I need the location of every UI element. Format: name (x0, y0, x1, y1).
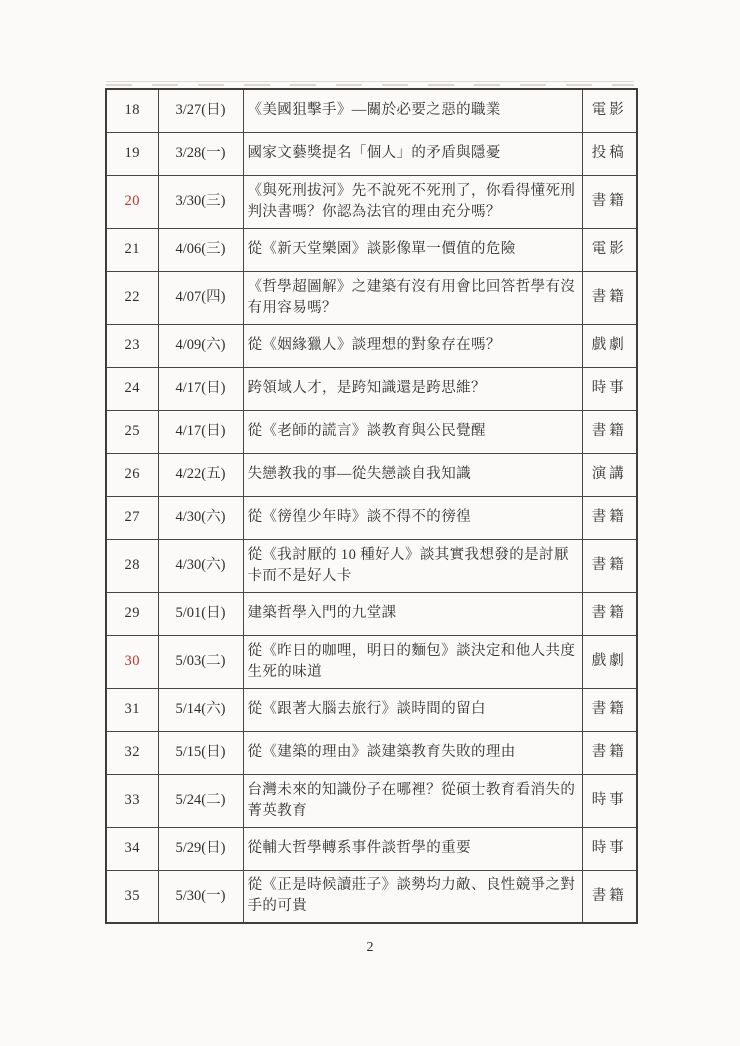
row-date-cell: 3/27(日) (158, 89, 243, 132)
row-date-cell: 4/09(六) (158, 324, 243, 367)
table-row (106, 827, 637, 870)
table-row (106, 870, 637, 923)
row-number-cell: 34 (106, 827, 158, 870)
page-number: 2 (366, 940, 374, 955)
row-category-cell: 演講 (582, 453, 637, 496)
row-category-cell: 時事 (582, 827, 637, 870)
row-category-cell: 時事 (582, 774, 637, 827)
row-date-cell: 5/24(二) (158, 774, 243, 827)
row-category-cell: 書籍 (582, 496, 637, 539)
row-number-cell: 32 (106, 731, 158, 774)
row-number-cell: 20 (106, 175, 158, 228)
row-number-cell: 24 (106, 367, 158, 410)
table-row (106, 688, 637, 731)
row-category-cell: 時事 (582, 367, 637, 410)
row-date-cell: 5/14(六) (158, 688, 243, 731)
row-date-cell: 4/17(日) (158, 367, 243, 410)
row-title-cell: 從《昨日的咖哩，明日的麵包》談決定和他人共度生死的味道 (243, 635, 582, 688)
table-row (106, 539, 637, 592)
row-number-cell: 25 (106, 410, 158, 453)
row-category-cell: 書籍 (582, 870, 637, 923)
table-row (106, 228, 637, 271)
row-date-cell: 4/30(六) (158, 539, 243, 592)
table-row (106, 731, 637, 774)
row-category-cell: 投稿 (582, 132, 637, 175)
row-date-cell: 5/15(日) (158, 731, 243, 774)
table-row (106, 367, 637, 410)
table-row (106, 271, 637, 324)
row-title-cell: 《美國狙擊手》—關於必要之惡的職業 (243, 89, 582, 132)
row-number-cell: 33 (106, 774, 158, 827)
row-title-cell: 從《建築的理由》談建築教育失敗的理由 (243, 731, 582, 774)
table-row (106, 774, 637, 827)
row-number-cell: 28 (106, 539, 158, 592)
row-category-cell: 書籍 (582, 410, 637, 453)
row-title-cell: 台灣未來的知識份子在哪裡？從碩士教育看消失的菁英教育 (243, 774, 582, 827)
row-number-cell: 29 (106, 592, 158, 635)
row-title-cell: 從《跟著大腦去旅行》談時間的留白 (243, 688, 582, 731)
row-date-cell: 5/01(日) (158, 592, 243, 635)
table-row (106, 175, 637, 228)
row-number-cell: 23 (106, 324, 158, 367)
row-number-cell: 35 (106, 870, 158, 923)
row-number-cell: 18 (106, 89, 158, 132)
row-number-cell: 31 (106, 688, 158, 731)
row-category-cell: 電影 (582, 89, 637, 132)
table-row (106, 410, 637, 453)
row-number-cell: 30 (106, 635, 158, 688)
row-number-cell: 19 (106, 132, 158, 175)
row-title-cell: 從《姻緣獵人》談理想的對象存在嗎？ (243, 324, 582, 367)
row-number-cell: 26 (106, 453, 158, 496)
table-row (106, 132, 637, 175)
row-category-cell: 電影 (582, 228, 637, 271)
row-title-cell: 從《徬徨少年時》談不得不的徬徨 (243, 496, 582, 539)
row-title-cell: 從《老師的謊言》談教育與公民覺醒 (243, 410, 582, 453)
row-date-cell: 4/06(三) (158, 228, 243, 271)
row-date-cell: 4/22(五) (158, 453, 243, 496)
row-number-cell: 21 (106, 228, 158, 271)
row-date-cell: 4/07(四) (158, 271, 243, 324)
row-category-cell: 書籍 (582, 731, 637, 774)
row-category-cell: 戲劇 (582, 635, 637, 688)
table-row (106, 592, 637, 635)
table-row (106, 453, 637, 496)
row-number-cell: 27 (106, 496, 158, 539)
row-title-cell: 從《新天堂樂園》談影像單一價值的危險 (243, 228, 582, 271)
row-title-cell: 從輔大哲學轉系事件談哲學的重要 (243, 827, 582, 870)
row-date-cell: 3/28(一) (158, 132, 243, 175)
row-category-cell: 書籍 (582, 271, 637, 324)
topics-table (105, 88, 638, 924)
row-date-cell: 5/29(日) (158, 827, 243, 870)
row-date-cell: 5/30(一) (158, 870, 243, 923)
row-title-cell: 失戀教我的事—從失戀談自我知識 (243, 453, 582, 496)
scan-artifact-line (106, 81, 634, 82)
row-title-cell: 國家文藝獎提名「個人」的矛盾與隱憂 (243, 132, 582, 175)
row-category-cell: 書籍 (582, 688, 637, 731)
row-title-cell: 《哲學超圖解》之建築有沒有用會比回答哲學有沒有用容易嗎？ (243, 271, 582, 324)
table-row (106, 89, 637, 132)
row-date-cell: 5/03(二) (158, 635, 243, 688)
table-row (106, 496, 637, 539)
row-date-cell: 4/30(六) (158, 496, 243, 539)
row-title-cell: 從《正是時候讀莊子》談勢均力敵、良性競爭之對手的可貴 (243, 870, 582, 923)
row-category-cell: 書籍 (582, 539, 637, 592)
row-title-cell: 《與死刑拔河》先不說死不死刑了，你看得懂死刑判決書嗎？你認為法官的理由充分嗎？ (243, 175, 582, 228)
row-title-cell: 跨領域人才，是跨知識還是跨思維？ (243, 367, 582, 410)
table-row (106, 635, 637, 688)
row-title-cell: 從《我討厭的 10 種好人》談其實我想發的是討厭卡而不是好人卡 (243, 539, 582, 592)
row-category-cell: 書籍 (582, 592, 637, 635)
table-row (106, 324, 637, 367)
scan-artifact-marks (106, 84, 634, 86)
row-date-cell: 4/17(日) (158, 410, 243, 453)
topics-table-body (106, 89, 637, 923)
row-number-cell: 22 (106, 271, 158, 324)
row-category-cell: 戲劇 (582, 324, 637, 367)
row-title-cell: 建築哲學入門的九堂課 (243, 592, 582, 635)
row-date-cell: 3/30(三) (158, 175, 243, 228)
row-category-cell: 書籍 (582, 175, 637, 228)
